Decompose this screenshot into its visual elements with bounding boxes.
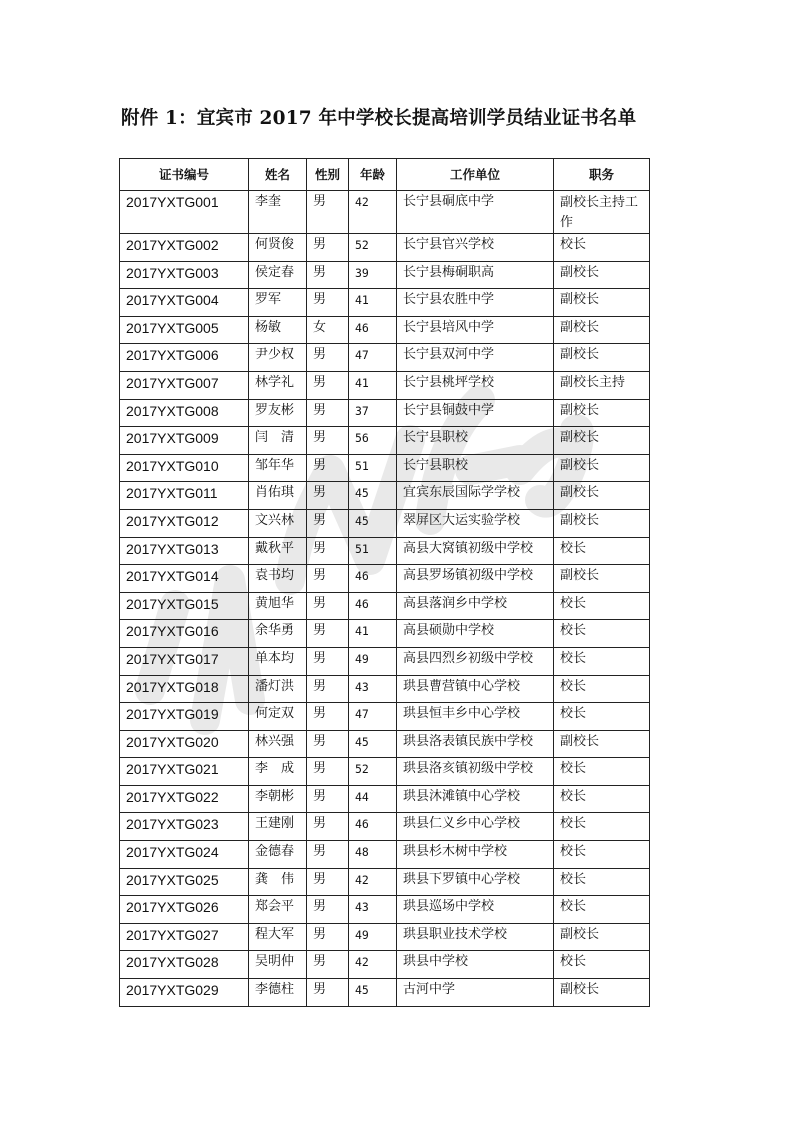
age-cell: 46 [349,813,397,841]
workplace-cell: 珙县中学校 [397,951,554,979]
workplace-cell: 长宁县双河中学 [397,344,554,372]
age-cell: 44 [349,785,397,813]
age-cell: 45 [349,482,397,510]
name-cell: 侯定春 [249,261,307,289]
certificate-number-cell: 2017YXTG018 [120,675,249,703]
certificate-number-cell: 2017YXTG010 [120,454,249,482]
gender-cell: 男 [307,509,349,537]
position-cell: 副校长 [554,427,650,455]
workplace-cell: 珙县曹营镇中心学校 [397,675,554,703]
table-row [120,565,650,593]
name-cell: 程大军 [249,923,307,951]
workplace-cell: 长宁县铜鼓中学 [397,399,554,427]
age-cell: 39 [349,261,397,289]
age-cell: 49 [349,923,397,951]
gender-cell: 男 [307,234,349,262]
position-cell: 校长 [554,620,650,648]
position-cell: 校长 [554,675,650,703]
position-cell: 副校长 [554,979,650,1007]
age-cell: 45 [349,509,397,537]
certificate-number-cell: 2017YXTG024 [120,841,249,869]
age-cell: 46 [349,592,397,620]
name-cell: 杨敏 [249,316,307,344]
name-cell: 戴秋平 [249,537,307,565]
table-row [120,261,650,289]
age-cell: 42 [349,191,397,234]
workplace-cell: 长宁县梅硐职高 [397,261,554,289]
certificate-number-cell: 2017YXTG004 [120,289,249,317]
table-row [120,730,650,758]
gender-cell: 男 [307,427,349,455]
name-cell: 袁书均 [249,565,307,593]
certificate-number-cell: 2017YXTG016 [120,620,249,648]
certificate-number-cell: 2017YXTG025 [120,868,249,896]
table-row [120,316,650,344]
gender-cell: 男 [307,785,349,813]
table-row [120,482,650,510]
column-header-position: 职务 [554,159,650,191]
name-cell: 单本均 [249,647,307,675]
workplace-cell: 长宁县培风中学 [397,316,554,344]
position-cell: 校长 [554,868,650,896]
age-cell: 41 [349,620,397,648]
name-cell: 罗军 [249,289,307,317]
name-cell: 李朝彬 [249,785,307,813]
table-row [120,923,650,951]
table-header-row [120,159,650,191]
workplace-cell: 高县大窝镇初级中学校 [397,537,554,565]
certificate-number-cell: 2017YXTG009 [120,427,249,455]
age-cell: 48 [349,841,397,869]
workplace-cell: 高县落润乡中学校 [397,592,554,620]
workplace-cell: 高县罗场镇初级中学校 [397,565,554,593]
gender-cell: 男 [307,868,349,896]
gender-cell: 男 [307,592,349,620]
name-cell: 王建刚 [249,813,307,841]
gender-cell: 男 [307,896,349,924]
column-header-certificate-number: 证书编号 [120,159,249,191]
position-cell: 副校长 [554,923,650,951]
table-row [120,813,650,841]
name-cell: 李德柱 [249,979,307,1007]
position-cell: 校长 [554,813,650,841]
table-row [120,841,650,869]
gender-cell: 男 [307,565,349,593]
position-cell: 副校长 [554,730,650,758]
name-cell: 肖佑琪 [249,482,307,510]
position-cell: 校长 [554,841,650,869]
table-row [120,951,650,979]
certificate-number-cell: 2017YXTG012 [120,509,249,537]
name-cell: 潘灯洪 [249,675,307,703]
position-cell: 校长 [554,785,650,813]
position-cell: 副校长 [554,482,650,510]
age-cell: 42 [349,868,397,896]
age-cell: 49 [349,647,397,675]
certificate-number-cell: 2017YXTG026 [120,896,249,924]
name-cell: 尹少权 [249,344,307,372]
gender-cell: 男 [307,191,349,234]
position-cell: 副校长 [554,454,650,482]
gender-cell: 男 [307,647,349,675]
table-row [120,454,650,482]
certificate-number-cell: 2017YXTG005 [120,316,249,344]
gender-cell: 男 [307,371,349,399]
name-cell: 金德春 [249,841,307,869]
workplace-cell: 珙县杉木树中学校 [397,841,554,869]
position-cell: 校长 [554,951,650,979]
gender-cell: 男 [307,951,349,979]
certificate-number-cell: 2017YXTG017 [120,647,249,675]
name-cell: 李奎 [249,191,307,234]
certificate-number-cell: 2017YXTG023 [120,813,249,841]
age-cell: 52 [349,234,397,262]
position-cell: 副校长 [554,316,650,344]
gender-cell: 男 [307,979,349,1007]
certificate-number-cell: 2017YXTG014 [120,565,249,593]
name-cell: 闫 清 [249,427,307,455]
certificate-number-cell: 2017YXTG003 [120,261,249,289]
name-cell: 林兴强 [249,730,307,758]
age-cell: 41 [349,371,397,399]
name-cell: 郑会平 [249,896,307,924]
position-cell: 副校长主持工作 [554,191,650,234]
workplace-cell: 高县四烈乡初级中学校 [397,647,554,675]
name-cell: 罗友彬 [249,399,307,427]
certificate-number-cell: 2017YXTG015 [120,592,249,620]
position-cell: 副校长主持 [554,371,650,399]
gender-cell: 男 [307,399,349,427]
gender-cell: 女 [307,316,349,344]
certificate-number-cell: 2017YXTG029 [120,979,249,1007]
gender-cell: 男 [307,703,349,731]
age-cell: 45 [349,979,397,1007]
gender-cell: 男 [307,758,349,786]
workplace-cell: 长宁县官兴学校 [397,234,554,262]
table-row [120,427,650,455]
name-cell: 黄旭华 [249,592,307,620]
table-row [120,234,650,262]
age-cell: 51 [349,454,397,482]
workplace-cell: 宜宾东辰国际学学校 [397,482,554,510]
gender-cell: 男 [307,482,349,510]
gender-cell: 男 [307,537,349,565]
age-cell: 42 [349,951,397,979]
table-row [120,289,650,317]
age-cell: 47 [349,703,397,731]
table-row [120,620,650,648]
table-row [120,191,650,234]
position-cell: 校长 [554,896,650,924]
table-row [120,785,650,813]
table-row [120,344,650,372]
position-cell: 副校长 [554,565,650,593]
age-cell: 43 [349,896,397,924]
name-cell: 吴明仲 [249,951,307,979]
age-cell: 46 [349,565,397,593]
column-header-age: 年龄 [349,159,397,191]
certificate-number-cell: 2017YXTG019 [120,703,249,731]
workplace-cell: 珙县恒丰乡中心学校 [397,703,554,731]
certificate-number-cell: 2017YXTG013 [120,537,249,565]
table-body [120,191,650,1007]
column-header-workplace: 工作单位 [397,159,554,191]
table-row [120,868,650,896]
table-row [120,592,650,620]
position-cell: 副校长 [554,399,650,427]
position-cell: 校长 [554,592,650,620]
column-header-name: 姓名 [249,159,307,191]
workplace-cell: 长宁县职校 [397,454,554,482]
gender-cell: 男 [307,675,349,703]
position-cell: 副校长 [554,289,650,317]
workplace-cell: 珙县沐滩镇中心学校 [397,785,554,813]
name-cell: 邹年华 [249,454,307,482]
age-cell: 51 [349,537,397,565]
workplace-cell: 古河中学 [397,979,554,1007]
workplace-cell: 珙县洛表镇民族中学校 [397,730,554,758]
page-title: 附件 1：宜宾市 2017 年中学校长提高培训学员结业证书名单 [121,108,637,129]
age-cell: 47 [349,344,397,372]
workplace-cell: 长宁县桃坪学校 [397,371,554,399]
workplace-cell: 高县硕勋中学校 [397,620,554,648]
position-cell: 校长 [554,234,650,262]
position-cell: 副校长 [554,344,650,372]
name-cell: 何定双 [249,703,307,731]
position-cell: 校长 [554,647,650,675]
age-cell: 41 [349,289,397,317]
table-row [120,537,650,565]
name-cell: 李 成 [249,758,307,786]
position-cell: 副校长 [554,261,650,289]
gender-cell: 男 [307,344,349,372]
certificate-number-cell: 2017YXTG006 [120,344,249,372]
certificate-number-cell: 2017YXTG007 [120,371,249,399]
certificate-number-cell: 2017YXTG002 [120,234,249,262]
gender-cell: 男 [307,289,349,317]
table-row [120,675,650,703]
table-row [120,703,650,731]
name-cell: 龚 伟 [249,868,307,896]
certificate-number-cell: 2017YXTG020 [120,730,249,758]
age-cell: 37 [349,399,397,427]
certificate-roster-table [119,158,650,1007]
age-cell: 43 [349,675,397,703]
certificate-number-cell: 2017YXTG027 [120,923,249,951]
position-cell: 副校长 [554,509,650,537]
workplace-cell: 珙县洛亥镇初级中学校 [397,758,554,786]
workplace-cell: 长宁县硐底中学 [397,191,554,234]
table-row [120,758,650,786]
gender-cell: 男 [307,813,349,841]
workplace-cell: 长宁县农胜中学 [397,289,554,317]
workplace-cell: 翠屏区大运实验学校 [397,509,554,537]
gender-cell: 男 [307,620,349,648]
table-row [120,647,650,675]
certificate-number-cell: 2017YXTG008 [120,399,249,427]
table-row [120,979,650,1007]
gender-cell: 男 [307,730,349,758]
certificate-number-cell: 2017YXTG001 [120,191,249,234]
table-row [120,399,650,427]
name-cell: 何贤俊 [249,234,307,262]
position-cell: 校长 [554,703,650,731]
table-row [120,509,650,537]
table-row [120,896,650,924]
position-cell: 校长 [554,537,650,565]
certificate-number-cell: 2017YXTG022 [120,785,249,813]
age-cell: 45 [349,730,397,758]
age-cell: 46 [349,316,397,344]
name-cell: 余华勇 [249,620,307,648]
gender-cell: 男 [307,841,349,869]
workplace-cell: 珙县职业技术学校 [397,923,554,951]
gender-cell: 男 [307,923,349,951]
table-row [120,371,650,399]
certificate-number-cell: 2017YXTG028 [120,951,249,979]
age-cell: 56 [349,427,397,455]
workplace-cell: 长宁县职校 [397,427,554,455]
column-header-gender: 性别 [307,159,349,191]
gender-cell: 男 [307,454,349,482]
position-cell: 校长 [554,758,650,786]
workplace-cell: 珙县下罗镇中心学校 [397,868,554,896]
certificate-number-cell: 2017YXTG011 [120,482,249,510]
name-cell: 文兴林 [249,509,307,537]
workplace-cell: 珙县仁义乡中心学校 [397,813,554,841]
name-cell: 林学礼 [249,371,307,399]
age-cell: 52 [349,758,397,786]
gender-cell: 男 [307,261,349,289]
workplace-cell: 珙县巡场中学校 [397,896,554,924]
certificate-number-cell: 2017YXTG021 [120,758,249,786]
